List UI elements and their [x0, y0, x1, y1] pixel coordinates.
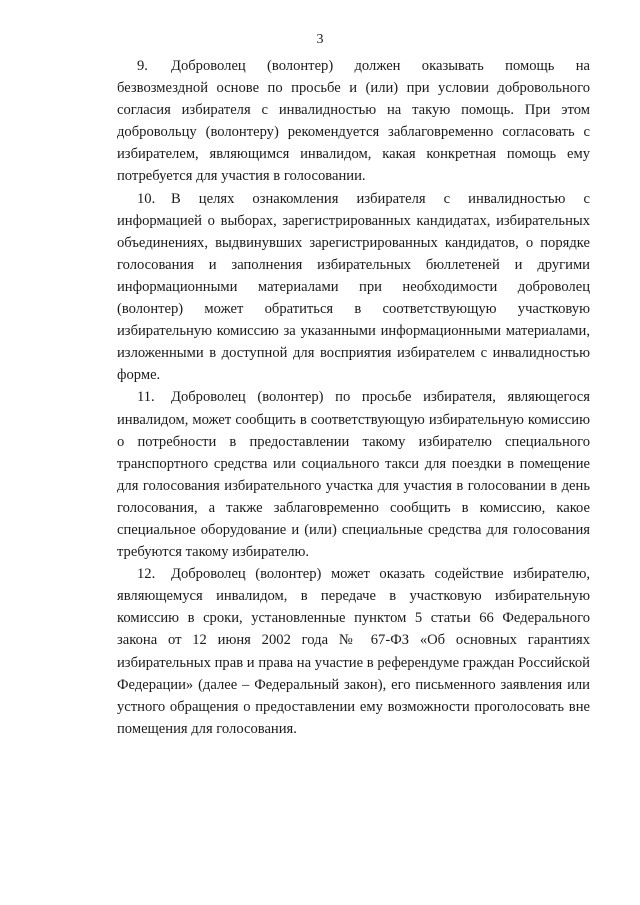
paragraph-12 — [117, 563, 590, 740]
page-number: 3 — [316, 32, 324, 47]
paragraph-number: 10. — [137, 190, 156, 207]
paragraph-text: В целях ознакомления избирателя с инвалидностью с информацией о выборах, зарегистрированных кандидатах, избирательных объединениях, выдвинувших зарегистрированных кандидатов, о порядке голосования и заполнения избирательных бюллетеней и другими информационными материалами при необходимости доброволец (волонтер) может обратиться в соответствующую участковую избирательную комиссию за указанными информационными материалами, изложенными в доступной для восприятия избирателем с инвалидностью форме. — [117, 190, 590, 384]
paragraph-number: 9. — [137, 58, 148, 74]
paragraph-11 — [117, 386, 590, 563]
paragraph-number: 11. — [137, 389, 155, 406]
document-body — [117, 55, 590, 740]
paragraph-text: Доброволец (волонтер) может оказать содействие избирателю, являющемуся инвалидом, в передаче в участковую избирательную комиссию в сроки, установленные пунктом 5 статьи 66 Федерального закона от 12 июня 2002 года № 67-ФЗ «Об основных гарантиях избирательных прав и права на участие в референдуме граждан Российской Федерации» (далее – Федеральный закон), его письменного заявления или устного обращения о предоставлении ему возможности проголосовать вне помещения для голосования. — [117, 566, 590, 737]
paragraph-10 — [117, 188, 590, 387]
paragraph-9 — [117, 55, 590, 188]
paragraph-number: 12. — [137, 566, 156, 583]
paragraph-text: Доброволец (волонтер) по просьбе избирателя, являющегося инвалидом, может сообщить в соответствующую избирательную комиссию о потребности в предоставлении такому избирателю специального транспортного средства или социального такси для поездки в помещение для голосования избирательного участка для участия в голосовании в день голосования, а также заблаговременно сообщить в комиссию, какое специальное оборудование и (или) специальные средства для голосования требуются такому избирателю. — [117, 389, 590, 561]
paragraph-text: Доброволец (волонтер) должен оказывать помощь на безвозмездной основе по просьбе и (или) при условии добровольного согласия избирателя с инвалидностью на такую помощь. При этом добровольцу (волонтеру) рекомендуется заблаговременно согласовать с избирателем, являющимся инвалидом, какая конкретная помощь ему потребуется для участия в голосовании. — [117, 58, 590, 185]
